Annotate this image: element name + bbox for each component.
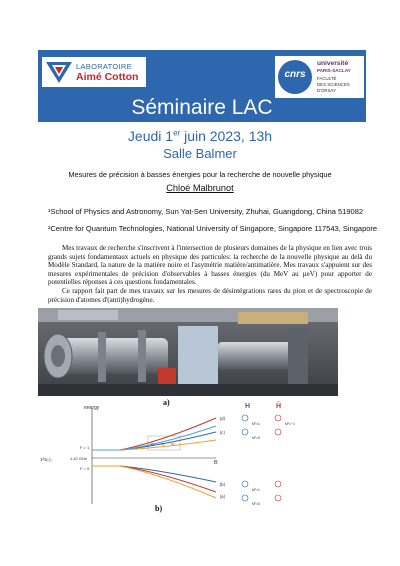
- lab-logo-line2: Aimé Cotton: [76, 71, 139, 83]
- state-c-label: |c⟩: [220, 430, 226, 435]
- affiliation-1: ¹School of Physics and Astronomy, Sun Yat-Sen University, Zhuhai, Guangdong, China 519082: [48, 207, 364, 216]
- b-axis-label: B: [214, 460, 218, 466]
- event-date: Jeudi 1er juin 2023, 13h: [127, 128, 273, 144]
- energy-axis-label: energy: [84, 405, 100, 411]
- univ-logo-line4: DES SCIENCES: [317, 82, 350, 87]
- lab-logo-line1: LABORATOIRE: [76, 62, 132, 71]
- univ-logo-line5: D'ORSAY: [317, 88, 337, 93]
- apparatus-photo: [38, 308, 338, 396]
- mf1-label-top: Mᶠ=1: [252, 422, 260, 426]
- spin-glyphs: [242, 415, 281, 501]
- caption-a: a): [163, 398, 170, 407]
- v2-label: ν₂: [161, 441, 165, 446]
- event-room: Salle Balmer: [163, 146, 237, 161]
- state-label: 1²S₁/₂: [40, 457, 52, 462]
- abstract-paragraph-2: Ce rapport fait part de mes travaux sur les mesures de désintégrations rares du pion et de spectroscopie de précision d'atomes d'(anti)hydrogène.: [48, 286, 372, 304]
- univ-logo-line1: université: [317, 60, 349, 67]
- h-label: H: [245, 403, 251, 410]
- v1-label: ν₁: [151, 441, 155, 446]
- univ-logo-line3: FACULTÉ: [317, 76, 337, 81]
- state-d-label: |d⟩: [220, 416, 226, 421]
- freq-label: 1.42 GHz: [70, 456, 87, 461]
- mfm1-label-top: Mᶠ=−1: [285, 422, 296, 426]
- mf0-label-c: Mᶠ=0: [252, 436, 260, 440]
- cnrs-logo-text: cnrs: [284, 69, 306, 80]
- state-a-label: |a⟩: [220, 494, 226, 499]
- abstract: [48, 244, 372, 304]
- f0-label: F = 0: [80, 466, 90, 471]
- caption-b: b): [155, 504, 163, 513]
- page-title: Séminaire LAC: [131, 96, 273, 119]
- mf0-label-a: Mᶠ=0: [252, 502, 260, 506]
- abstract-paragraph-1: Mes travaux de recherche s'inscrivent à l'intersection de plusieurs domaines de la physique en lien avec trois grands sujets fondamentaux actuels en physique des particules: la recherche de la nouvelle physique au delà du Modèle Standard, la nature de la matière noire et l'asymétrie matière/antimatière. Mes travaux s'appuient sur des mesures expérimentales de précision d'observables à basses énergies (du MeV au µeV) pour apporter de potentielles réponses à ces questions fondamentales.: [48, 244, 372, 287]
- lab-logo: [42, 57, 146, 87]
- v3-label: ν₃: [171, 441, 175, 446]
- affiliation-2: ²Centre for Quantum Technologies, National University of Singapore, Singapore 117543, Singapore: [48, 224, 378, 233]
- state-b-label: |b⟩: [220, 482, 226, 487]
- speaker-name: Chloé Malbrunot: [166, 183, 234, 193]
- f1-label: F = 1: [80, 445, 90, 450]
- hbar-label: H̄: [276, 403, 282, 410]
- hyperfine-diagram: [40, 400, 330, 512]
- talk-subject: Mesures de précision à basses énergies pour la recherche de nouvelle physique: [68, 170, 332, 179]
- mf1-label-b: Mᶠ=1: [252, 488, 260, 492]
- univ-logo-line2: PARIS-SACLAY: [317, 68, 351, 73]
- partner-logos: [275, 56, 364, 98]
